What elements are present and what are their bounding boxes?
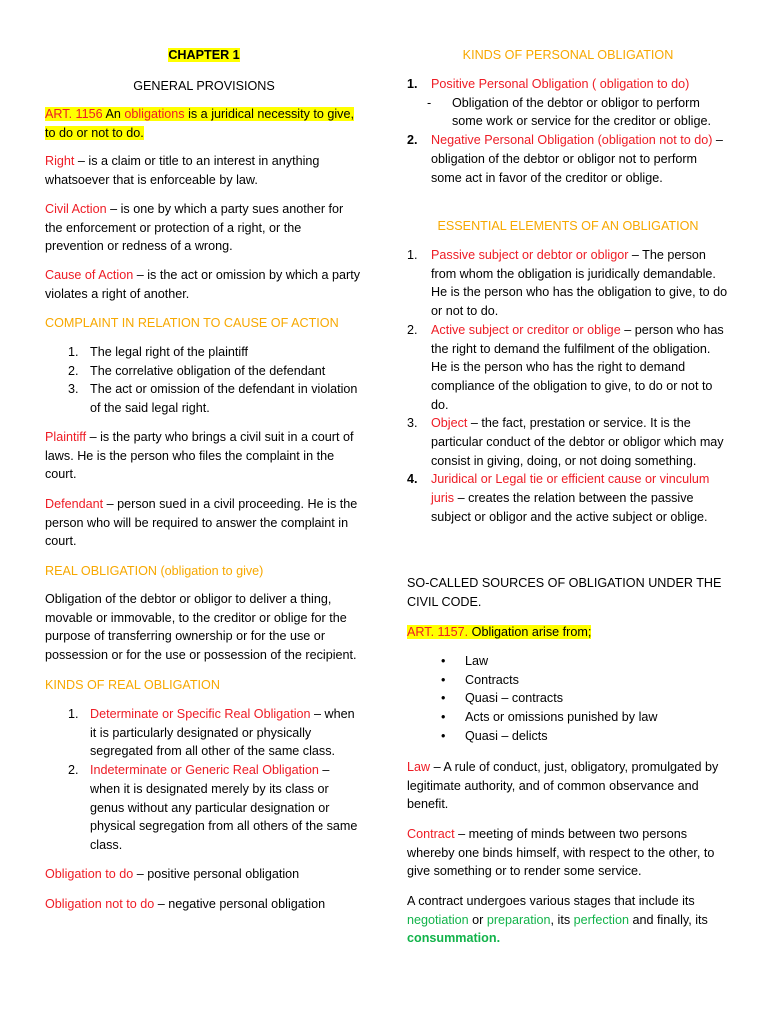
list-item: • Law: [441, 654, 489, 668]
personal-obligation-list: [407, 75, 729, 187]
kinds-real-obligation-list: [45, 705, 363, 855]
contract-definition: Contract – meeting of minds between two persons whereby one binds himself, with respect to the other, to give something or to render some service.: [407, 827, 715, 879]
list-item: 1. Passive subject or debtor or obligor – The person from whom the obligation is juridically demandable. He is the person who has the obligation to give, to do or not to do.: [407, 248, 728, 319]
list-item: • Contracts: [441, 672, 519, 687]
list-item: • Quasi – delicts: [441, 728, 548, 743]
plaintiff-definition: Plaintiff – is the party who brings a civil suit in a court of laws. He is the person who files the complaint in the court.: [45, 430, 354, 482]
law-definition: Law – A rule of conduct, just, obligatory, promulgated by legitimate authority, and of common observance and benefit.: [407, 760, 719, 812]
list-item: • Quasi – contracts: [441, 691, 563, 706]
obligation-not-to-do-definition: Obligation not to do – negative personal obligation: [45, 897, 326, 911]
defendant-definition: Defendant – person sued in a civil proceeding. He is the person who will be required to answer the complaint in court.: [45, 497, 358, 549]
real-obligation-text: Obligation of the debtor or obligor to deliver a thing, movable or immovable, to the creditor or oblige for the purpose of transferring ownership or for the use or possession or for the use or possession of the recipient.: [45, 592, 357, 663]
list-item: • Acts or omissions punished by law: [441, 710, 658, 725]
complaint-heading: COMPLAINT IN RELATION TO CAUSE OF ACTION: [45, 316, 339, 330]
list-item: 2. Indeterminate or Generic Real Obligation – when it is designated merely by its class or genus without any particular designation or physical segregation from all others of the same class.: [68, 763, 358, 852]
real-obligation-heading: REAL OBLIGATION (obligation to give): [45, 564, 264, 578]
obligation-to-do-definition: Obligation to do – positive personal obligation: [45, 867, 300, 881]
essential-elements-list: [407, 246, 729, 527]
right-definition: Right – is a claim or title to an interest in anything whatsoever that is enforceable by law.: [45, 154, 320, 187]
contract-stages-paragraph: A contract undergoes various stages that include its negotiation or preparation, its perfection and finally, its consummation.: [407, 894, 708, 946]
list-item: 2. Active subject or creditor or oblige – person who has the right to demand the fulfilment of the obligation. He is the person who has the right to demand compliance of the obligation to give, to do or not to do.: [407, 322, 724, 412]
list-item: 3. Object – the fact, prestation or service. It is the particular conduct of the debtor or obligor which may consist in giving, doing, or not doing something.: [407, 416, 724, 468]
chapter-title: CHAPTER 1: [168, 48, 240, 62]
art-1157-highlight: ART. 1157. Obligation arise from;: [407, 625, 592, 639]
list-sub-item: - Obligation of the debtor or obligor to perform some work or service for the creditor or oblige.: [427, 95, 711, 129]
sources-heading: SO-CALLED SOURCES OF OBLIGATION UNDER THE CIVIL CODE.: [407, 576, 722, 609]
cause-of-action-definition: Cause of Action – is the act or omission by which a party violates a right of another.: [45, 268, 361, 301]
list-item: 1. Determinate or Specific Real Obligation – when it is particularly designated or physically segregated from all other of the same class.: [68, 707, 355, 759]
complaint-list: [45, 343, 363, 418]
sources-list: [407, 652, 729, 746]
general-provisions-heading: GENERAL PROVISIONS: [133, 79, 275, 93]
list-item: 2. The correlative obligation of the defendant: [68, 363, 326, 378]
essential-elements-heading: ESSENTIAL ELEMENTS OF AN OBLIGATION: [437, 219, 699, 233]
list-item: 1. Positive Personal Obligation ( obligation to do): [407, 77, 690, 91]
art-1157-paragraph: [407, 623, 729, 642]
art-1156-highlight: ART. 1156 An obligations is a juridical necessity to give, to do or not to do.: [45, 107, 354, 140]
list-item: 2. Negative Personal Obligation (obligation not to do) – obligation of the debtor or obligor not to perform some act in favor of the creditor or oblige.: [407, 133, 723, 185]
list-item: 4. Juridical or Legal tie or efficient cause or vinculum juris – creates the relation between the passive subject or obligor and the active subject or oblige.: [407, 472, 710, 524]
list-item: 1. The legal right of the plaintiff: [68, 345, 248, 359]
kinds-real-obligation-heading: KINDS OF REAL OBLIGATION: [45, 678, 220, 692]
civil-action-definition: Civil Action – is one by which a party sues another for the enforcement or protection of a right, or the prevention or redness of a wrong.: [45, 202, 344, 254]
kinds-personal-obligation-heading: KINDS OF PERSONAL OBLIGATION: [462, 48, 674, 62]
list-item: 3. The act or omission of the defendant in violation of the said legal right.: [68, 382, 358, 416]
art-1156-paragraph: [45, 105, 363, 142]
